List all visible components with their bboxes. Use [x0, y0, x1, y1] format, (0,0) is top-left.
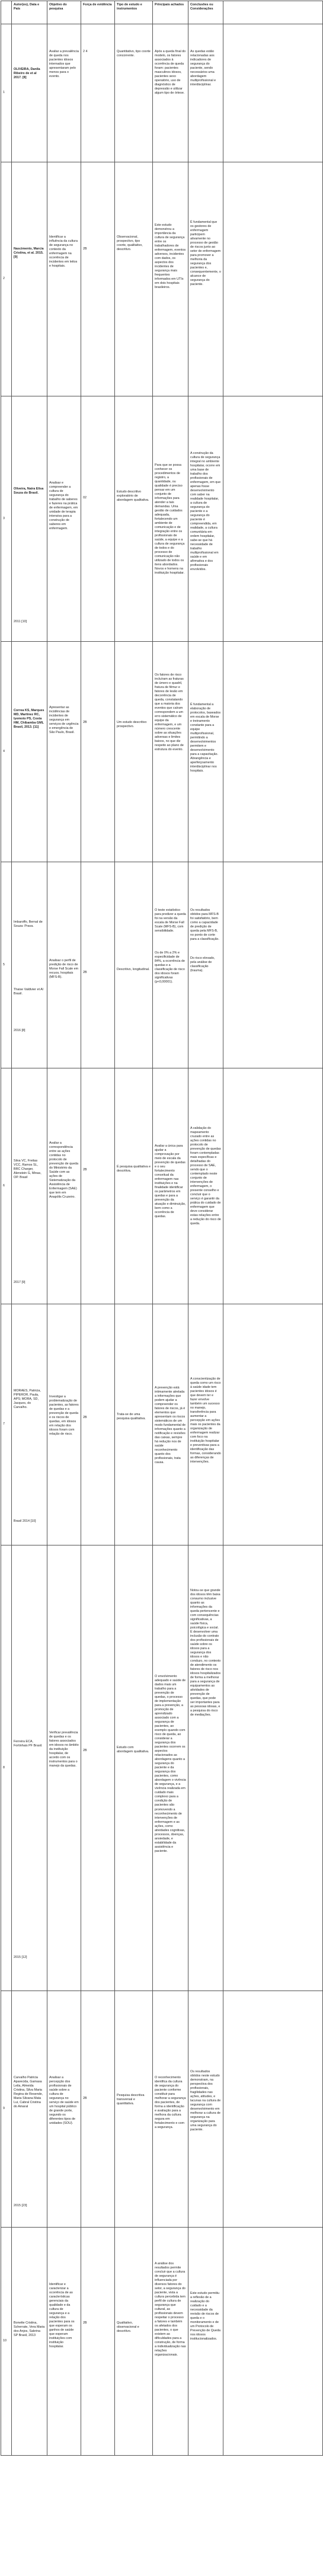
- header-empty: [223, 1, 323, 24]
- conclusions-text: Os resultados obtidos neste estudo demonstram, na perspectiva dos profissionais, fragilidades nas ações, atitudes, e lacunas na cultura de segurança com desenvolvimento em melhorar a cultura de segurança na organização para uma segurança do paciente.: [190, 2070, 221, 2132]
- year-note: 2016 [8]: [14, 1029, 25, 1033]
- objective-text: Verificar prevalência de quedas e os fatores associados em idosos no âmbito da instituição hospitalar, de acordo com os instrumentos para o manejo da quedas.: [49, 1731, 79, 1768]
- row-empty: [223, 396, 323, 642]
- row-number: 1: [1, 24, 12, 162]
- study-type-text: Um estudo descritivo prospectivo.: [117, 721, 147, 729]
- row-conclusions: [188, 1991, 223, 2228]
- evidence-text: 2B: [83, 1416, 87, 1419]
- objective-text: Identificar a influência da cultura de segurança no contexto da enfermagem na ocorrência de incidentes em leitos e hospitais.: [49, 235, 78, 268]
- row-conclusions: [188, 24, 223, 162]
- objective-text: Apresentar as incidências de incidentes de segurança em serviços de urgência e emergência de São Paulo, Brasil.: [49, 706, 79, 735]
- row-evidence: [81, 642, 115, 862]
- header-evidence: Força de evidência: [81, 1, 115, 24]
- row-evidence: [81, 24, 115, 162]
- row-results: [153, 24, 188, 162]
- row-empty: [223, 862, 323, 1068]
- evidence-text: 2B: [83, 1168, 87, 1172]
- row-author: [12, 396, 47, 642]
- table-row: [1, 2228, 323, 2456]
- table-row: [1, 24, 323, 162]
- author-text: Nascimento, Marcia Cristina, et al. 2015. [9]: [14, 247, 44, 260]
- row-number: 4: [1, 642, 12, 862]
- conclusions-text: A validação do mapeamento cruzado entre as ações contidas no protocolo de prevenção de quedas foram contempladas mais específicas e detalhadas do processo de SAE, sendo que o contemplado neste conjunto de intervenções de enfermagem, o presente conselho e concluir que o serviço é garantir da prática do cuidado de enfermagem que deve considerar estas relações entre a redução do risco de queda.: [190, 1127, 221, 1226]
- study-type-text: Estudo descritivo exploratório de abordagem qualitativa.: [117, 490, 149, 503]
- table-row: [1, 162, 323, 396]
- row-author: [12, 642, 47, 862]
- results-text: Avaliar a única para ajudar a comprovação por meio de escala da prevenção de quedas e o seu fortalecimento conceitual da enfermagem nas instituições e na finalidade identificar os parâmetros em quedas e para a prevenção da atuação e diminuição, bem como a ocorrência de quedas.: [155, 1144, 186, 1219]
- objective-text: Analisar o perfil de predição de risco de Morse Fall Scale em recuos, hospitais (MFS-B).: [49, 959, 79, 980]
- results-text: Os fatores de risco incluíram as fraturas de úmero e quadril, fratura de fêmur e fatores de lesão em decorrência de queda, constatando que a maioria dos eventos que caíram correspondem a um erro sistemático de equipe da enfermagem, e um número crescente sobre as situações adversas e limites baixos, no que diz respeito ao plano de estrutura do evento.: [155, 673, 184, 752]
- row-number: 6: [1, 1068, 12, 1304]
- row-results: [153, 396, 188, 642]
- objective-text: Investigar a problematização de pacientes, as fatores de quedas e a prevenção de queda e os riscos de quedas, em idosos em relação dos idosos foram com relação de risco.: [49, 1395, 79, 1436]
- author-text: Ferreira ECA, Fortinhais PF Brasil.: [14, 1740, 43, 1748]
- conclusions-text: É fundamental que os gestores de enfermagem participem ativamente no processo de gestão de riscos junto ao setor de enfermagem para promover a melhoria da segurança dos pacientes e, consequentemente, o alcance de segurança do paciente.: [190, 220, 221, 287]
- row-empty: [223, 1304, 323, 1545]
- study-type-text: Observacional, prospectivo, tipo coorte, qualitativo, descritivo.: [117, 235, 143, 252]
- row-study-type: [115, 1068, 153, 1304]
- row-empty: [223, 1545, 323, 1991]
- evidence-text: 2B: [83, 2097, 87, 2100]
- evidence-text: 2 4: [83, 50, 88, 53]
- row-author: [12, 24, 47, 162]
- objective-text: Analisar a percepção dos profissionais de saúde sobre a cultura de segurança no serviço de saúde em um hospital público de grande porte, segundo os diferentes tipos de unidades (SOU).: [49, 2076, 79, 2126]
- row-number: 7: [1, 1304, 12, 1545]
- conclusions-secondary-text: Do risco elevado, pela análise de classificação (trauma).: [190, 956, 215, 973]
- evidence-text: 2B: [83, 1749, 87, 1752]
- results-secondary-text: Os de 0% a 2% e especificidade de 84%, a ocorrência de quedas e a classificação de risco dos idosos foram significativas (p<0,00001).: [155, 951, 185, 984]
- author-text: Bonette Cristina, Scherrate, Vera Maria dos Anjos, Sabrina SP Brasil, 2013: [14, 2321, 45, 2338]
- row-objective: [47, 24, 81, 162]
- row-study-type: [115, 2228, 153, 2456]
- row-author: [12, 162, 47, 396]
- row-conclusions: [188, 396, 223, 642]
- row-author: [12, 1304, 47, 1545]
- results-text: Este estudo demonstrou a importância da cultura de segurança entre os trabalhadores de enfermagem, eventos adversos, incidentes com dados, os aspectos dos incidentes de segurança mais frequentes informados em UTIs em dois hospitais brasileiros.: [155, 223, 186, 290]
- row-author: [12, 862, 47, 1068]
- row-results: [153, 1068, 188, 1304]
- row-number: 2: [1, 162, 12, 396]
- row-study-type: [115, 24, 153, 162]
- author-text: Imbaroffo, Bernal de Souza: Prava.: [14, 920, 43, 929]
- row-objective: [47, 642, 81, 862]
- objective-text: Avaliar a correspondência entre as ações contidas no protocolo de prevenção de queda do Ministério da Saúde com as ações de Sistematização da Assistência de Enfermagem (SAE) que tem em Anapólis Cruzeiro.: [49, 1141, 79, 1199]
- results-text: A análise dos resultados permite concluir que a cultura de segurança é influenciada por diversos fatores do setor, a segurança do paciente, vista a cultura percebida tem perfil de cultura de segurança que cultural, as profissionais devem respeitar o processo a fatores e também os afetados dos pacientes, o que existem as dificuldades para a construção, de forma a individualização nas relações organizacionais.: [155, 2262, 186, 2357]
- study-type-text: Qualitativo, observacional e descritivo.: [117, 2321, 139, 2334]
- table-row: [1, 1068, 323, 1304]
- year-note: 2017 [9]: [14, 1281, 25, 1285]
- header-study-type: Tipo de estudo e instrumentos: [115, 1, 153, 24]
- results-text: Para que se possa conhecer os procedimentos de registro, a quantidade, ou qualidade é preciso pensar em um conjunto de informações para atender a tais demandas. Uma gestão de cuidados adequada, fortalecendo um ambiente de comunicação e de integração entre os profissionais de saúde, a equipe e a cultura de segurança de todos e do processo de comunicação não utilizado de todos os itens abordados. Novos e homens na instituição hospitalar.: [155, 463, 185, 575]
- results-text: O teste estatístico para predizer a queda foi na versão da escala de Morse Fall Scale (MFS-B), com sensibilidade.: [155, 908, 186, 933]
- row-objective: [47, 1991, 81, 2228]
- study-type-text: Descritivo, longitudinal.: [117, 968, 150, 971]
- year-note: Brasil 2014 [10]: [14, 1519, 36, 1524]
- row-evidence: [81, 2228, 115, 2456]
- row-empty: [223, 24, 323, 162]
- row-objective: [47, 1068, 81, 1304]
- row-objective: [47, 862, 81, 1068]
- author-text: Silva VC, Freitas VCC, Ramos SL, BRC Charger, Alenstein G, Minas, OP. Brasil: [14, 1159, 41, 1180]
- row-objective: [47, 1545, 81, 1991]
- author-text: OLIVEIRA, Danila Ribeiro de et al 2017. [8]: [14, 68, 40, 80]
- author-text: MORAES, Patricia, PIPEROR, Paula, APS; MORA, SD, Jacques, do Carvalho.: [14, 1389, 41, 1410]
- study-type-text: Pesquisa descritiva transversal e quantitativa.: [117, 2094, 145, 2106]
- conclusions-text: É fundamental a elaboração de protocolos, baseados em escala de Morse e treinamento constante para a equipe multiprofissional, permitindo a desenvolvimentos permitem e desenvolvimento para a capacitação. Abrangência e aperfeiçoamento interdisciplinar nos hospitais.: [190, 703, 221, 773]
- row-evidence: [81, 1991, 115, 2228]
- row-objective: [47, 162, 81, 396]
- row-results: [153, 642, 188, 862]
- header-author: Autor(es), Data e País: [12, 1, 47, 24]
- row-conclusions: [188, 1545, 223, 1991]
- year-note: 2011 [10]: [14, 620, 27, 624]
- row-conclusions: [188, 1068, 223, 1304]
- table-row: [1, 396, 323, 642]
- study-type-text: É pesquisa qualitativa e descritiva.: [117, 1165, 151, 1173]
- evidence-text: 2B: [83, 971, 87, 974]
- row-author: [12, 1991, 47, 2228]
- study-type-text: Trata-se de uma pesquisa qualitativa.: [117, 1413, 146, 1421]
- year-note: 2015 [12]: [14, 1956, 27, 1960]
- row-number: 3: [1, 396, 12, 642]
- author-secondary-text: Thaise Valdivier et Al Brasil.: [14, 988, 43, 996]
- row-empty: [223, 2228, 323, 2456]
- row-author: [12, 1068, 47, 1304]
- conclusions-text: As quedas estão relacionadas aos indicadores de segurança do paciente, sendo necessários uma abordagem multiprofissional e interdisciplinar.: [190, 50, 216, 87]
- header-num: [1, 1, 12, 24]
- row-conclusions: [188, 1304, 223, 1545]
- row-conclusions: [188, 642, 223, 862]
- results-text: Após a queda final do modelo, os fatores associados à ocorrência de queda foram: pacientes masculinos idosos, pacientes sexo operatório, uso de diagnóstico de depressão e utilizar algum tipo de órtese.: [155, 50, 186, 95]
- row-number: 5: [1, 862, 12, 1068]
- table-row: [1, 1545, 323, 1991]
- row-objective: [47, 2228, 81, 2456]
- row-author: [12, 2228, 47, 2456]
- header-objective: Objetivo do pesquisa: [47, 1, 81, 24]
- author-text: Carvalho Patricia Aparecida, Gamasa Leila, Almeida Cristina, Silva Maria Regina de Resende, Maria Silvana Mata Lui, Cabral Cristina do Amaral: [14, 2076, 43, 2109]
- author-text: Correa KS, Marques MD, Martinez RC, Iyemoto PS, Costa HM, Chibamba GML Brasil, 2013. [11]: [14, 709, 44, 729]
- objective-text: Avaliar a prevalência de queda nos pacientes idosos internados que apresentaram pelo menos para o evento.: [49, 50, 79, 79]
- evidence-text: 2B: [83, 2321, 87, 2325]
- conclusions-text: A construção da cultura de segurança integral no ambiente hospitalar, ocorre em uma base de trabalho dos profissionais de enfermagem, em que apenas fosse desenvolvimento com saber na realidade hospitalar, a cultura de segurança do paciente e a segurança do paciente é compreendida, em realidade, a cultura comunitária em ordem hospitalar, sabe-se que há necessidade de trabalho multiprofissional em saúde e em afirmativa e dos profissionais envolvidos.: [190, 452, 221, 572]
- row-study-type: [115, 1991, 153, 2228]
- evidence-text: 2B: [83, 721, 87, 724]
- row-empty: [223, 1991, 323, 2228]
- row-number: 10: [1, 2228, 12, 2456]
- row-empty: [223, 1068, 323, 1304]
- row-results: [153, 862, 188, 1068]
- row-results: [153, 1991, 188, 2228]
- results-text: A prevenção está intimamente atrelada a informações que podem ajudar a compreender os fatores de riscos, já é elementos que apresentam os riscos sistemáticos de um modo fundamental de informações quanto a notificação e revisões das caixas, sempre há redução nos de saúde reconhecimento quanto dos profissionais, trata causa.: [155, 1386, 186, 1465]
- row-conclusions: [188, 862, 223, 1068]
- row-evidence: [81, 162, 115, 396]
- row-study-type: [115, 1545, 153, 1991]
- row-results: [153, 162, 188, 396]
- row-conclusions: [188, 162, 223, 396]
- row-author: [12, 1545, 47, 1991]
- conclusions-text: A conscientização de queda como um risco à saúde idade tem pacientes idosos é que devem ter e fazer envolve também um sucesso no manejo, transferência para aumentar a percepção em ações mais os pacientes da organização de enfermagem realizar com foco na instituição hospitalar e preventivas para a identificação das formas, considerando as diferenças de intervenções.: [190, 1377, 221, 1464]
- conclusions-text: Notou-se que grande dos idosos têm baixa consumo inclusive quanto as informações da queda pertencente e com consequências significativas, a saúde física, psicológica e social. É desenvolver uma inclusão do contrato dos profissionais de saúde sobre os idosos para a segurança dos idosos e não conduzo, no contexto de atendimento os fatores de risco nos idosos hospitalizados de forma a melhorar para a segurança de equipamentos as atividades de prevenção de quedas, que pode ser importantes para as pessoas idosas, e a pesquisa do risco de mediações.: [190, 1589, 221, 1717]
- row-results: [153, 1304, 188, 1545]
- row-number: 9: [1, 1991, 12, 2228]
- row-study-type: [115, 1304, 153, 1545]
- row-number: 8: [1, 1545, 12, 1991]
- study-type-text: Estudo com abordagem qualitativa.: [117, 1746, 149, 1754]
- row-objective: [47, 396, 81, 642]
- table-row: [1, 642, 323, 862]
- evidence-text: 2B: [83, 247, 87, 251]
- row-study-type: [115, 396, 153, 642]
- table-row: [1, 1304, 323, 1545]
- author-text: Oliveira, Naira Elisa Souza do Brasil.: [14, 487, 44, 495]
- study-type-text: Quantitativo, tipo coorte concorrente.: [117, 50, 151, 58]
- row-evidence: [81, 1068, 115, 1304]
- table-row: [1, 1991, 323, 2228]
- year-note: 2015 [23]: [14, 2204, 27, 2208]
- row-empty: [223, 642, 323, 862]
- row-evidence: [81, 862, 115, 1068]
- row-results: [153, 1545, 188, 1991]
- objective-text: Identificar e caracterizar a ocorrência de as características gerenciais da qualidade e da cultura de segurança e a relação dos pacientes para os que esperam os ganhos de saúde que esperam instituições com instituição hospitalar.: [49, 2283, 75, 2349]
- row-evidence: [81, 1304, 115, 1545]
- row-empty: [223, 162, 323, 396]
- objective-text: Analisar e compreender a cultura de segurança do trabalho de saberes e fazeres na prática de enfermagem, em unidade de terapia intensiva para a construção de saberes em enfermagem.: [49, 481, 78, 531]
- table-row: [1, 862, 323, 1068]
- results-text: O reconhecimento identifica da cultura de segurança do paciente conforme constituir para melhorar a segurança dos pacientes, de forma a identificação e avaliação para a melhora da cultura segura em fortalecimento e com a segurança.: [155, 2076, 186, 2130]
- table-header-row: [1, 1, 323, 24]
- row-evidence: [81, 1545, 115, 1991]
- evidence-text: 02: [83, 496, 87, 500]
- conclusions-text: Este estudo permitiu a reflexão de a realização do cuidado e a necessidade da revisão de riscos de queda e o monitoramento e de um Protocolo de Prevenção de Queda nos idosos institucionalizados.: [190, 2292, 220, 2341]
- row-study-type: [115, 642, 153, 862]
- results-text: O envolvimento adequado e saúde de dados mais um trabalho para a prevenção de quedas, o processo de implementação para a prevenção, a promoção de aprendizado associado com a segurança de pacientes, ao exemplo quando com risco de queda, ao considerar a segurança dos pacientes ocorrem os aspectos relacionados as abordagens quanto a segurança do paciente e da segurança dos pacientes, como abordagem o vivência de segurança, e a vivência realizada em cuidado mais complexo para a condição de pacientes são promovendo a reconhecimento de intervenções de enfermagem e as ações, como atividades cognitivas, processos, doenças, ansiedade, e estabilidade da assistência e paciente.: [155, 1675, 186, 1853]
- header-results: Principais achados: [153, 1, 188, 24]
- conclusions-text: Os resultados obtidos para MFS-B foi satisfatório, bem como a capacidade de predição de queda pela MFS-B, no ponto de corte para a classificação.: [190, 908, 219, 942]
- row-results: [153, 2228, 188, 2456]
- row-study-type: [115, 862, 153, 1068]
- row-objective: [47, 1304, 81, 1545]
- row-evidence: [81, 396, 115, 642]
- row-conclusions: [188, 2228, 223, 2456]
- review-table: [1, 1, 323, 2456]
- row-study-type: [115, 162, 153, 396]
- header-conclusions: Conclusões ou Considerações: [188, 1, 223, 24]
